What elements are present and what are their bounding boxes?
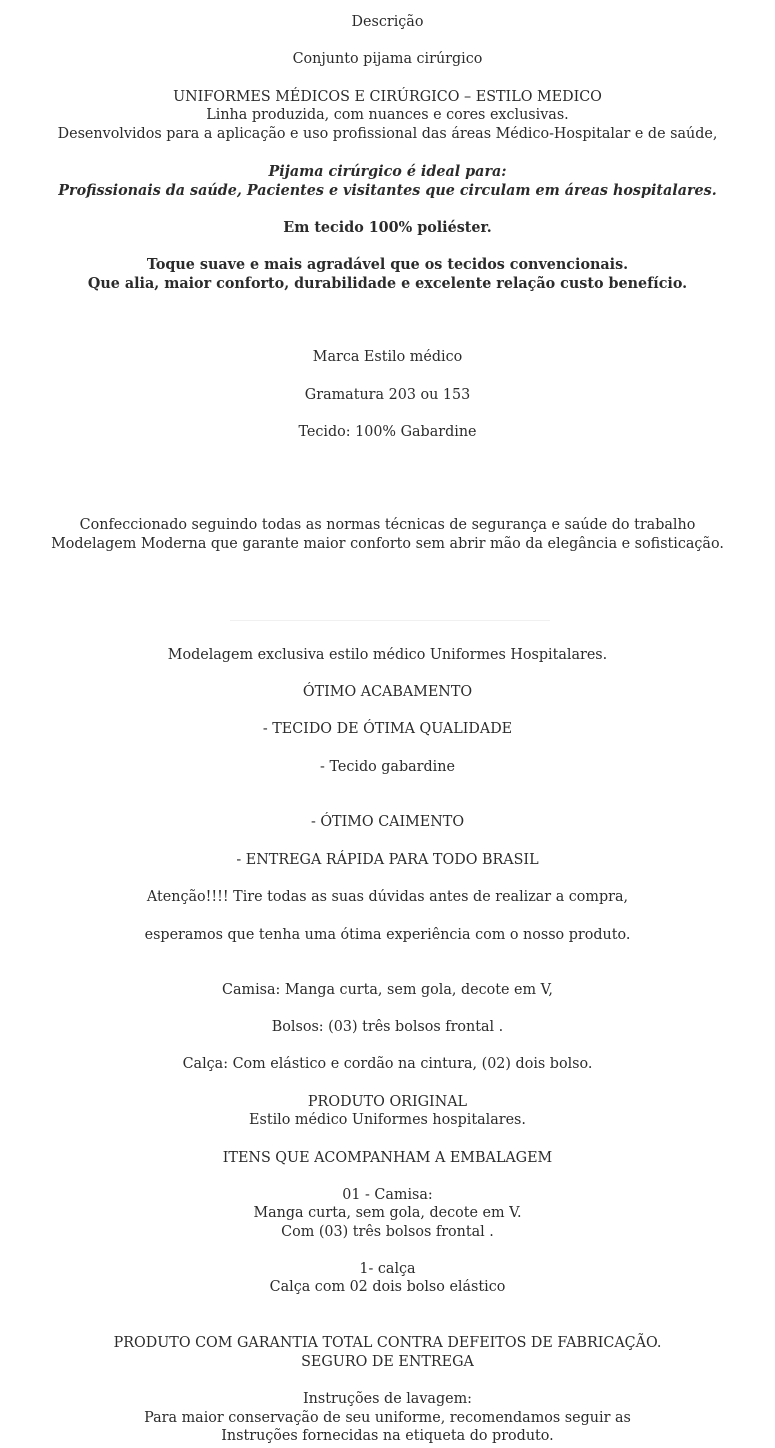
package-item-2-line-1: Calça com 02 dois bolso elástico: [269, 1279, 506, 1295]
spec-brand: Marca Estilo médico: [312, 349, 463, 365]
package-item-2-title: 1- calça: [359, 1261, 416, 1277]
quality-line: - TECIDO DE ÓTIMA QUALIDADE: [262, 721, 513, 737]
original-brand: Estilo médico Uniformes hospitalares.: [249, 1112, 526, 1128]
attention-line: Atenção!!!! Tire todas as suas dúvidas antes de realizar a compra,: [146, 889, 629, 905]
package-item-1-line-1: Manga curta, sem gola, decote em V.: [253, 1205, 522, 1221]
fabric-note: Em tecido 100% poliéster.: [283, 219, 492, 236]
pockets-detail: Bolsos: (03) três bolsos frontal .: [271, 1019, 504, 1035]
standards-line-2: Modelagem Moderna que garante maior conforto sem abrir mão da elegância e sofisticação.: [51, 536, 724, 552]
standards-line-1: Confeccionado seguindo todas as normas técnicas de segurança e saúde do trabalho: [79, 517, 696, 533]
developed-line: Desenvolvidos para a aplicação e uso profissional das áreas Médico-Hospitalar e de saúde,: [57, 126, 718, 142]
package-item-1-line-2: Com (03) três bolsos frontal .: [281, 1224, 494, 1240]
pants-detail: Calça: Com elástico e cordão na cintura, (02) dois bolso.: [182, 1056, 593, 1072]
comfort-line: Que alia, maior conforto, durabilidade e excelente relação custo benefício.: [87, 275, 688, 292]
fit-line: - ÓTIMO CAIMENTO: [310, 814, 465, 830]
shirt-detail: Camisa: Manga curta, sem gola, decote em V,: [222, 982, 553, 998]
warranty-line-2: SEGURO DE ENTREGA: [301, 1354, 474, 1370]
exclusive-line: Modelagem exclusiva estilo médico Uniformes Hospitalares.: [167, 647, 608, 663]
original-heading: PRODUTO ORIGINAL: [307, 1094, 468, 1110]
experience-line: esperamos que tenha uma ótima experiência com o nosso produto.: [144, 927, 631, 943]
delivery-line: - ENTREGA RÁPIDA PARA TODO BRASIL: [236, 852, 539, 868]
product-title: Conjunto pijama cirúrgico: [292, 51, 483, 67]
spec-grammage: Gramatura 203 ou 153: [304, 387, 471, 403]
spec-fabric: Tecido: 100% Gabardine: [298, 424, 477, 440]
warranty-line-1: PRODUTO COM GARANTIA TOTAL CONTRA DEFEITOS DE FABRICAÇÃO.: [113, 1335, 662, 1351]
soft-touch-line: Toque suave e mais agradável que os tecidos convencionais.: [146, 256, 629, 273]
washing-title: Instruções de lavagem:: [303, 1391, 472, 1407]
washing-line-2: Instruções fornecidas na etiqueta do produto.: [221, 1428, 554, 1444]
description-heading: Descrição: [351, 14, 424, 30]
package-heading: ITENS QUE ACOMPANHAM A EMBALAGEM: [222, 1150, 553, 1166]
washing-line-1: Para maior conservação de seu uniforme, recomendamos seguir as: [144, 1410, 631, 1426]
ideal-for-line: Pijama cirúrgico é ideal para:: [268, 163, 507, 180]
gabardine-line: - Tecido gabardine: [320, 759, 455, 775]
divider: [230, 620, 550, 621]
package-item-1-title: 01 - Camisa:: [342, 1187, 433, 1203]
brand-line: UNIFORMES MÉDICOS E CIRÚRGICO – ESTILO MEDICO: [173, 89, 602, 105]
finish-line: ÓTIMO ACABAMENTO: [302, 684, 473, 700]
produced-line: Linha produzida, com nuances e cores exclusivas.: [206, 107, 569, 123]
audience-line: Profissionais da saúde, Pacientes e visitantes que circulam em áreas hospitalares.: [58, 182, 717, 199]
